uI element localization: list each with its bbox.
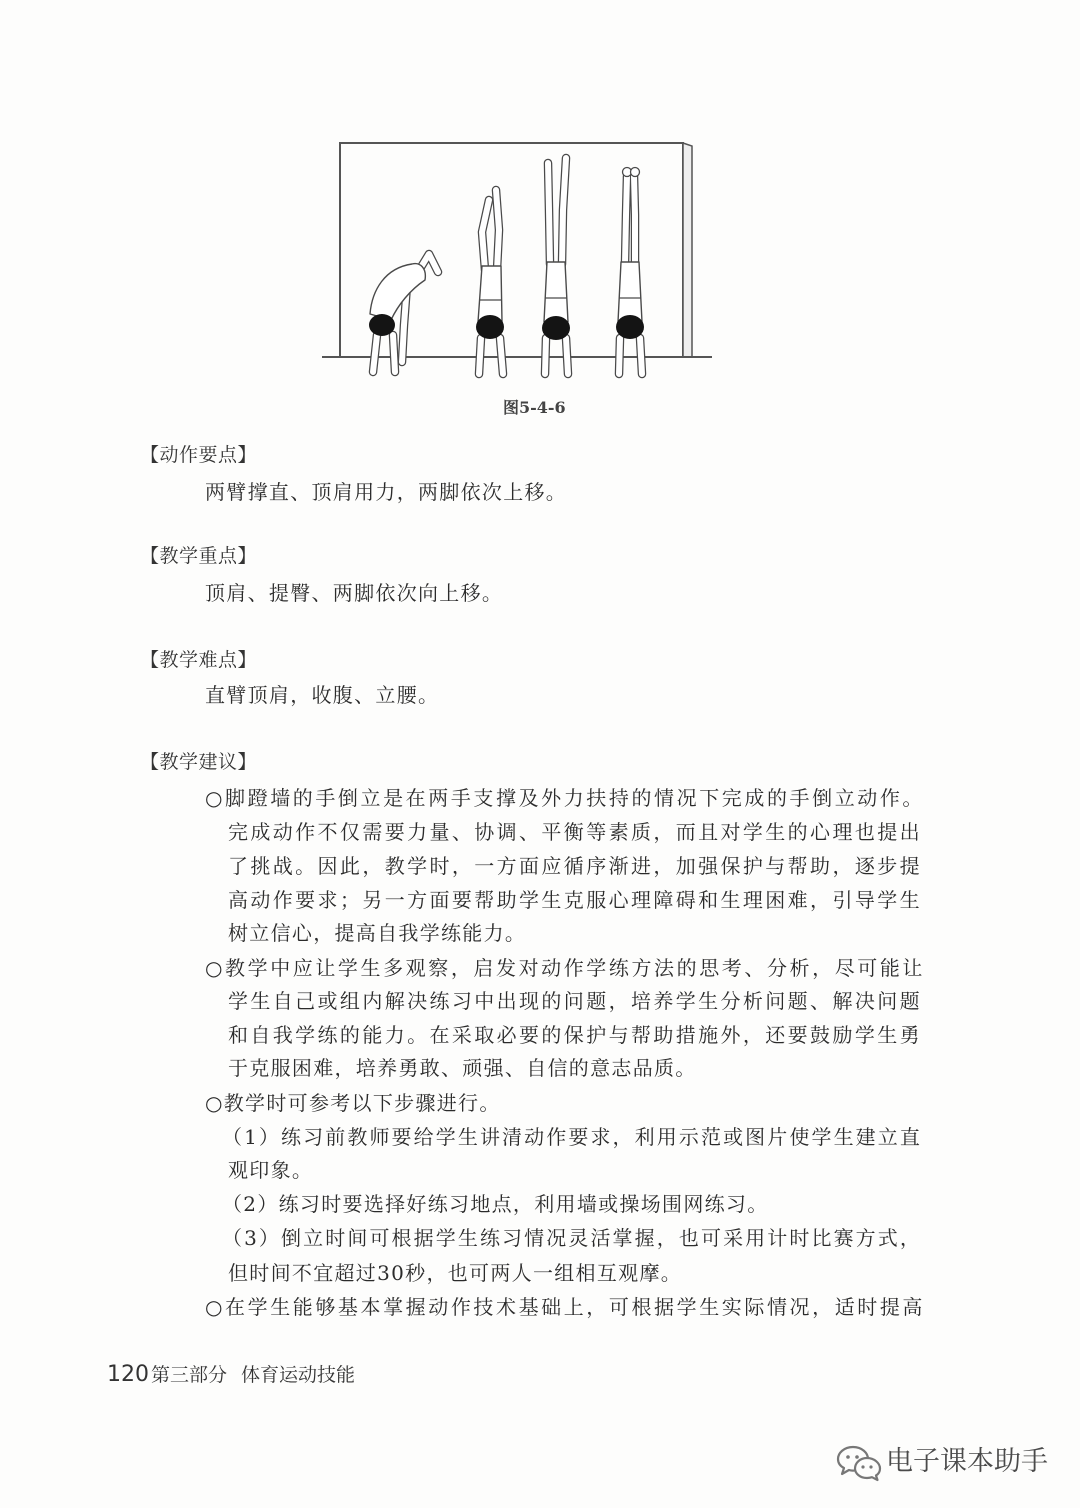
figure-kick-up <box>369 254 438 372</box>
figure-wall-handstand <box>616 168 644 375</box>
wechat-icon <box>836 1444 882 1482</box>
suggestion-step-line: （3）倒立时间可根据学生练习情况灵活掌握，也可采用计时比赛方式， <box>222 1226 922 1250</box>
footer-part: 第三部分 <box>151 1364 228 1386</box>
section-title-teaching-focus: 【教学重点】 <box>140 545 258 567</box>
suggestion-line: 于克服困难，培养勇敢、顽强、自信的意志品质。 <box>228 1056 697 1080</box>
section-title-teaching-suggestions: 【教学建议】 <box>140 751 258 773</box>
suggestion-step-line: （2）练习时要选择好练习地点，利用墙或操场围网练习。 <box>222 1192 769 1216</box>
suggestion-line: 学生自己或组内解决练习中出现的问题，培养学生分析问题、解决问题 <box>228 989 922 1013</box>
suggestion-line: 观印象。 <box>228 1158 314 1182</box>
section-title-teaching-difficulty: 【教学难点】 <box>140 649 258 671</box>
figure-caption: 图5-4-6 <box>503 398 566 417</box>
suggestion-line: 树立信心，提高自我学练能力。 <box>228 921 527 945</box>
page-number: 120 <box>107 1362 149 1387</box>
suggestion-line: 了挑战。因此，教学时，一方面应循序渐进，加强保护与帮助，逐步提 <box>228 854 922 878</box>
suggestion-line: 完成动作不仅需要力量、协调、平衡等素质，而且对学生的心理也提出 <box>228 820 922 844</box>
suggestion-line: ○在学生能够基本掌握动作技术基础上，可根据学生实际情况，适时提高 <box>205 1295 926 1319</box>
section-title-key-points: 【动作要点】 <box>140 444 258 466</box>
suggestion-line: ○脚蹬墙的手倒立是在两手支撑及外力扶持的情况下完成的手倒立动作。 <box>205 786 926 810</box>
figure-straight-handstand <box>542 158 570 374</box>
watermark-text: 电子课本助手 <box>886 1446 1048 1477</box>
section-text-teaching-focus: 顶肩、提臀、两脚依次向上移。 <box>205 581 504 605</box>
suggestion-line: ○教学中应让学生多观察，启发对动作学练方法的思考、分析，尽可能让 <box>205 956 926 980</box>
suggestion-line: 但时间不宜超过30秒，也可两人一组相互观摩。 <box>228 1261 683 1285</box>
suggestion-line: 高动作要求；另一方面要帮助学生克服心理障碍和生理困难，引导学生 <box>228 888 922 912</box>
section-text-teaching-difficulty: 直臂顶肩，收腹、立腰。 <box>205 683 440 707</box>
suggestion-line: ○教学时可参考以下步骤进行。 <box>205 1091 501 1115</box>
suggestion-line: 和自我学练的能力。在采取必要的保护与帮助措施外，还要鼓励学生勇 <box>228 1023 922 1047</box>
figure-bent-leg <box>476 190 504 374</box>
section-text-key-points: 两臂撑直、顶肩用力，两脚依次上移。 <box>205 480 568 504</box>
footer-part-title: 体育运动技能 <box>241 1364 356 1386</box>
handstand-illustration <box>310 130 720 390</box>
suggestion-step-line: （1）练习前教师要给学生讲清动作要求，利用示范或图片使学生建立直 <box>222 1125 922 1149</box>
